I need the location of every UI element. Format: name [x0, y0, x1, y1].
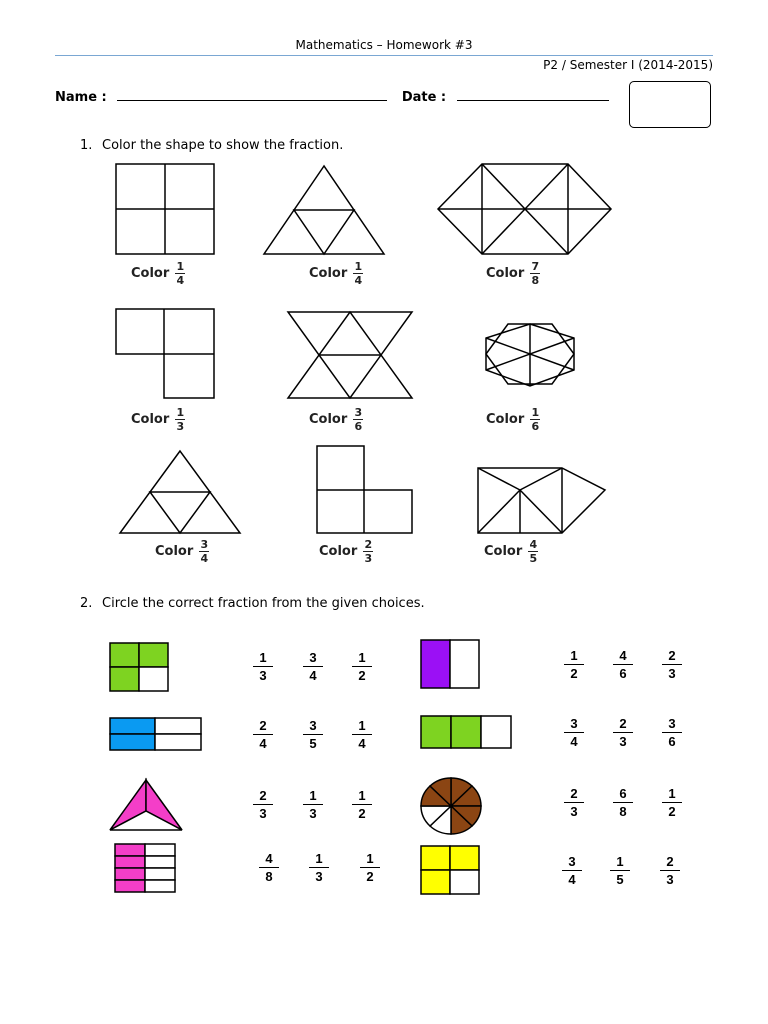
- fraction-choice[interactable]: 1 2: [347, 651, 377, 682]
- color-label: Color $\frac{4}{5}$: [484, 538, 538, 565]
- grid-yellow-3-of-4-shape: [421, 846, 479, 894]
- trapezoid-fifths-shape[interactable]: [478, 468, 605, 533]
- name-label: Name :: [55, 90, 107, 105]
- fraction-choice[interactable]: 3 4: [298, 651, 328, 682]
- question-1-text: Color the shape to show the fraction.: [102, 138, 344, 153]
- hexagon-sixths-shape[interactable]: [486, 324, 574, 386]
- fraction-choice[interactable]: 1 5: [605, 855, 635, 886]
- fraction-choice[interactable]: 1 2: [657, 787, 687, 818]
- fraction-choice[interactable]: 1 4: [347, 719, 377, 750]
- color-label: Color $\frac{7}{8}$: [486, 260, 540, 287]
- color-label: Color $\frac{1}{4}$: [309, 260, 363, 287]
- question-1-number: 1.: [80, 138, 93, 153]
- question-2: [80, 596, 425, 611]
- rect-1-of-2-shape: [421, 640, 479, 688]
- fraction-choice[interactable]: 3 5: [298, 719, 328, 750]
- fraction-choice[interactable]: 2 3: [248, 789, 278, 820]
- bar-2-of-4-shape: [110, 718, 201, 750]
- fraction-choice[interactable]: 1 2: [347, 789, 377, 820]
- fraction-choice[interactable]: 1 2: [559, 649, 589, 680]
- stack-4-of-8-shape: [115, 844, 175, 892]
- fraction-choice[interactable]: 2 3: [655, 855, 685, 886]
- fraction-choice[interactable]: 4 8: [254, 852, 284, 883]
- fraction-choice[interactable]: 1 3: [298, 789, 328, 820]
- fraction-choice[interactable]: 2 3: [657, 649, 687, 680]
- date-label: Date :: [401, 90, 447, 105]
- semester-label: P2 / Semester I (2014-2015): [543, 58, 713, 72]
- triangle-quarters-shape[interactable]: [264, 166, 384, 254]
- fraction-choice[interactable]: 6 8: [608, 787, 638, 818]
- hourglass-sixths-shape[interactable]: [288, 312, 412, 398]
- color-label: Color $\frac{3}{4}$: [155, 538, 209, 565]
- color-label: Color $\frac{2}{3}$: [319, 538, 373, 565]
- color-label: Color $\frac{1}{6}$: [486, 406, 540, 433]
- fraction-choice[interactable]: 2 4: [248, 719, 278, 750]
- square-quarters-shape[interactable]: [116, 164, 214, 254]
- circle-6-of-8-shape: [421, 778, 481, 834]
- rhombus-eighths-shape[interactable]: [438, 164, 611, 254]
- question-2-number: 2.: [80, 596, 93, 611]
- triangle-quarters-shape-2[interactable]: [120, 451, 240, 533]
- question-2-text: Circle the correct fraction from the given choices.: [102, 596, 425, 611]
- l-shape-thirds-shape[interactable]: [116, 309, 214, 398]
- bar-2-of-3-shape: [421, 716, 511, 748]
- fraction-choice[interactable]: 3 6: [657, 717, 687, 748]
- fraction-choice[interactable]: 4 6: [608, 649, 638, 680]
- color-label: Color $\frac{3}{6}$: [309, 406, 363, 433]
- fraction-choice[interactable]: 1 3: [248, 651, 278, 682]
- l-shape-thirds-shape-2[interactable]: [317, 446, 412, 533]
- fraction-choice[interactable]: 3 4: [559, 717, 589, 748]
- fraction-choice[interactable]: 3 4: [557, 855, 587, 886]
- fraction-choice[interactable]: 1 3: [304, 852, 334, 883]
- kite-2-of-3-shape: [110, 780, 182, 830]
- color-label: Color $\frac{1}{3}$: [131, 406, 185, 433]
- grid-3-of-4-shape: [110, 643, 168, 691]
- fraction-choice[interactable]: 1 2: [355, 852, 385, 883]
- fraction-choice[interactable]: 2 3: [559, 787, 589, 818]
- color-label: Color $\frac{1}{4}$: [131, 260, 185, 287]
- worksheet-title: Mathematics – Homework #3: [295, 38, 473, 52]
- fraction-choice[interactable]: 2 3: [608, 717, 638, 748]
